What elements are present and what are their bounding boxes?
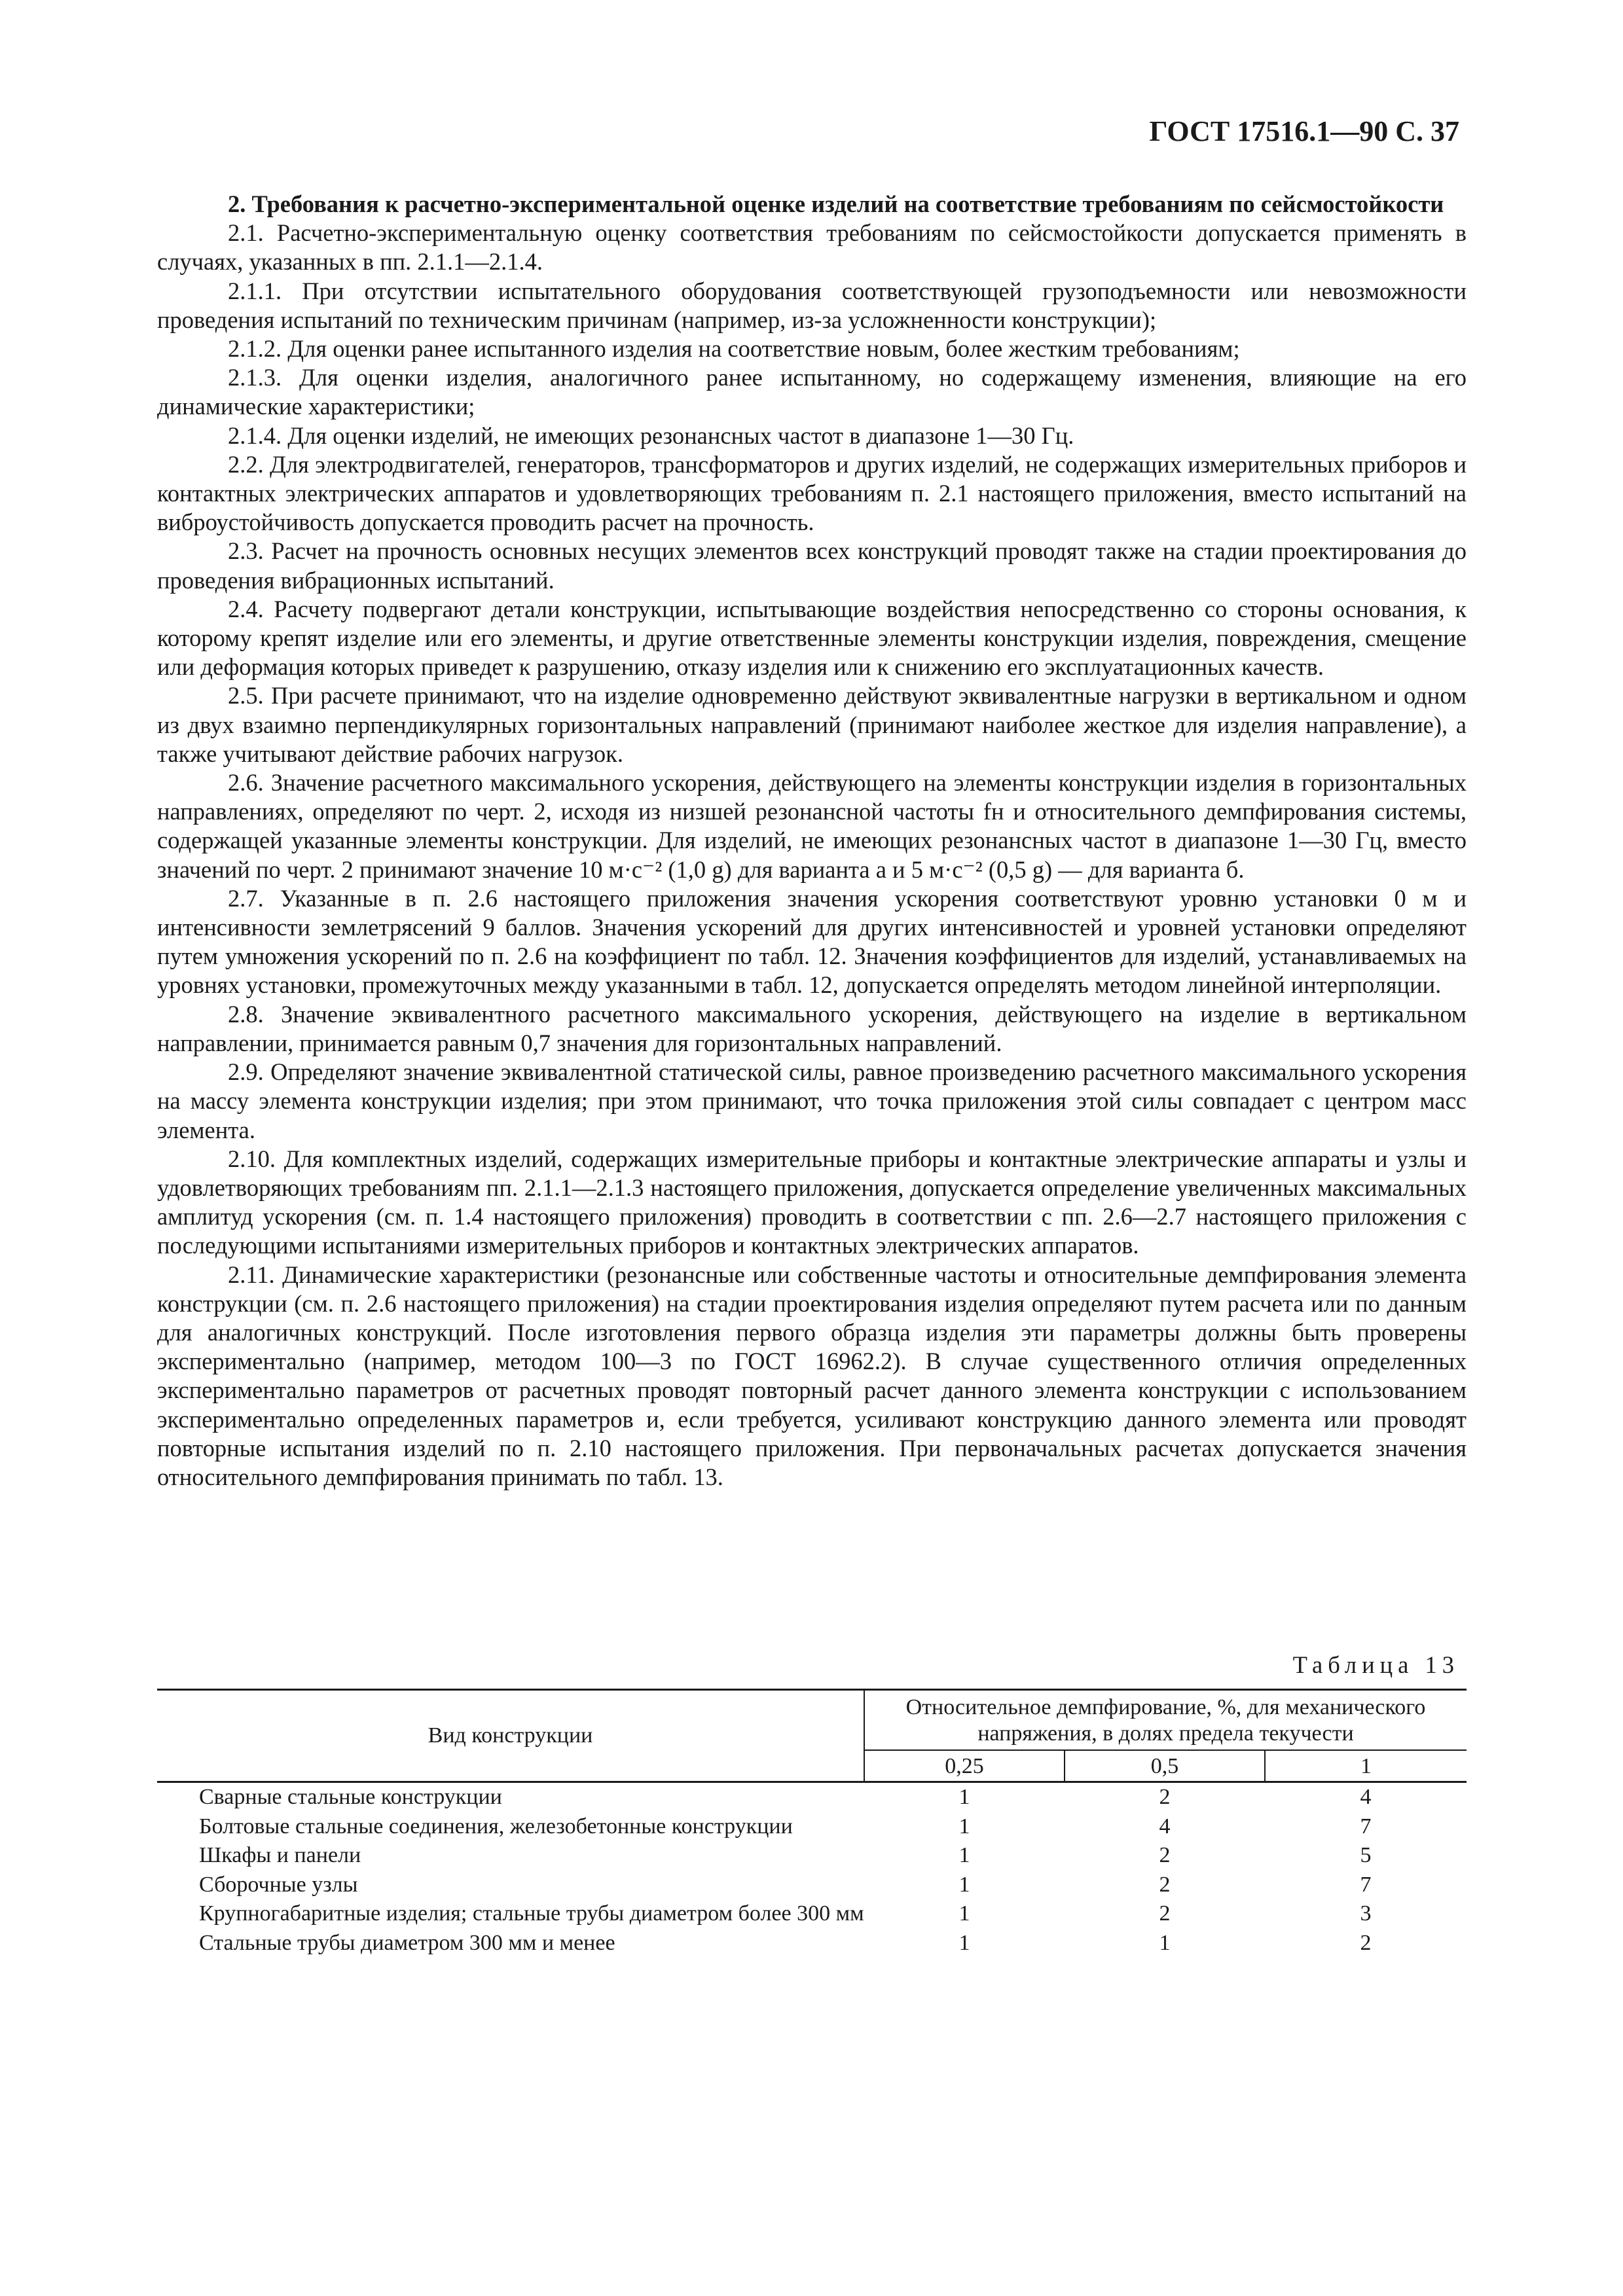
table-row (157, 1812, 1467, 1842)
cell-value: 3 (1360, 1901, 1372, 1926)
cell-value: 7 (1360, 1814, 1372, 1839)
cell-value: 1 (958, 1814, 970, 1839)
table-row (157, 1782, 1467, 1812)
cell-value: 1 (958, 1843, 970, 1867)
cell-value: 4 (1360, 1785, 1372, 1809)
paragraph-2-1: 2.1. Расчетно-экспериментальную оценку соответствия требованиям по сейсмостойкости допускается применять в случаях, указанных в пп. 2.1.1—2.1.4. (157, 219, 1467, 276)
paragraph-2-8: 2.8. Значение эквивалентного расчетного максимального ускорения, действующего на изделие в вертикальном направлении, принимается равным 0,7 значения для горизонтальных направлений. (157, 1000, 1467, 1056)
table-title: Таблица 13 (1292, 1651, 1459, 1678)
subheader-1: 1 (1265, 1750, 1467, 1782)
paragraph-2-4: 2.4. Расчету подвергают детали конструкции, испытывающие воздействия непосредственно со стороны основания, к которому крепят изделие или его элементы, и другие ответственные элементы конструкции изделия, повреждения, смещение или деформация которых приведет к разрушению, отказу изделия или к снижению его эксплуатационных качеств. (157, 595, 1467, 681)
row-name: Сварные стальные конструкции (199, 1785, 502, 1809)
row-name: Стальные трубы диаметром 300 мм и менее (199, 1930, 615, 1955)
table-row (157, 1841, 1467, 1871)
damping-table (157, 1689, 1467, 1958)
cell-value: 5 (1360, 1843, 1372, 1867)
table-row (157, 1929, 1467, 1958)
paragraph-2-5: 2.5. При расчете принимают, что на изделие одновременно действуют эквивалентные нагрузки в вертикальном и одном из двух взаимно перпендикулярных горизонтальных направлений (принимают наиболее жесткое для изделия направление), а также учитывают действие рабочих нагрузок. (157, 682, 1467, 767)
cell-value: 2 (1360, 1930, 1372, 1955)
cell-value: 1 (958, 1901, 970, 1926)
section-title: 2. Требования к расчетно-экспериментальной оценке изделий на соответствие требованиям по сейсмостойкости (228, 190, 1444, 217)
cell-value: 1 (958, 1785, 970, 1809)
cell-value: 2 (1159, 1901, 1171, 1926)
subheader-0-25: 0,25 (864, 1750, 1065, 1782)
cell-value: 7 (1360, 1872, 1372, 1897)
col-header-construction: Вид конструкции (157, 1690, 864, 1782)
cell-value: 1 (958, 1872, 970, 1897)
row-name: Крупногабаритные изделия; стальные трубы диаметром более 300 мм (199, 1901, 864, 1926)
document-body (157, 190, 1467, 1492)
row-name: Шкафы и панели (199, 1843, 361, 1867)
paragraph-2-11: 2.11. Динамические характеристики (резонансные или собственные частоты и относительные демпфирования элемента конструкции (см. п. 2.6 настоящего приложения) на стадии проектирования изделия определяют путем расчета или по данным для аналогичных конструкций. После изготовления первого образца изделия эти параметры должны быть проверены экспериментально (например, методом 100—3 по ГОСТ 16962.2). В случае существенного отличия определенных экспериментально параметров от расчетных проводят повторный расчет данного элемента конструкции с использованием экспериментально определенных параметров и, если требуется, усиливают конструкцию данного элемента или проводят повторные испытания изделий по п. 2.10 настоящего приложения. При первоначальных расчетах допускается значения относительного демпфирования принимать по табл. 13. (157, 1261, 1467, 1490)
paragraph-2-9: 2.9. Определяют значение эквивалентной статической силы, равное произведению расчетного максимального ускорения на массу элемента конструкции изделия; при этом принимают, что точка приложения этой силы совпадает с центром масс элемента. (157, 1058, 1467, 1143)
paragraph-2-3: 2.3. Расчет на прочность основных несущих элементов всех конструкций проводят также на стадии проектирования до проведения вибрационных испытаний. (157, 537, 1467, 594)
paragraph-2-1-1: 2.1.1. При отсутствии испытательного оборудования соответствующей грузоподъемности или невозможности проведения испытаний по техническим причинам (например, из-за усложненности конструкции); (157, 277, 1467, 333)
table-row (157, 1899, 1467, 1929)
cell-value: 2 (1159, 1872, 1171, 1897)
row-name: Болтовые стальные соединения, железобетонные конструкции (199, 1814, 793, 1839)
cell-value: 1 (958, 1930, 970, 1955)
paragraph-2-1-4: 2.1.4. Для оценки изделий, не имеющих резонансных частот в диапазоне 1—30 Гц. (228, 422, 1074, 449)
paragraph-2-2: 2.2. Для электродвигателей, генераторов, трансформаторов и других изделий, не содержащих измерительных приборов и контактных электрических аппаратов и удовлетворяющих требованиям п. 2.1 настоящего приложения, вместо испытаний на виброустойчивость допускается проводить расчет на прочность. (157, 450, 1467, 536)
paragraph-2-10: 2.10. Для комплектных изделий, содержащих измерительные приборы и контактные электрические аппараты и узлы и удовлетворяющих требованиям пп. 2.1.1—2.1.3 настоящего приложения, допускается определение увеличенных максимальных амплитуд ускорения (см. п. 1.4 настоящего приложения) проводить в соответствии с пп. 2.6—2.7 настоящего приложения с последующими испытаниями измерительных приборов и контактных электрических аппаратов. (157, 1145, 1467, 1259)
cell-value: 1 (1159, 1930, 1171, 1955)
page-header: ГОСТ 17516.1—90 С. 37 (1149, 115, 1459, 147)
paragraph-2-6: 2.6. Значение расчетного максимального ускорения, действующего на элементы конструкции изделия в горизонтальных направлениях, определяют по черт. 2, исходя из низшей резонансной частоты fн и относительного демпфирования системы, содержащей указанные элементы конструкции. Для изделий, не имеющих резонансных частот в диапазоне 1—30 Гц, вместо значений по черт. 2 принимают значение 10 м·с⁻² (1,0 g) для варианта а и 5 м·с⁻² (0,5 g) — для варианта б. (157, 769, 1467, 883)
subheader-0-5: 0,5 (1065, 1750, 1265, 1782)
paragraph-2-7: 2.7. Указанные в п. 2.6 настоящего приложения значения ускорения соответствуют уровню установки 0 м и интенсивности землетрясений 9 баллов. Значения ускорений для других интенсивностей и уровней установки определяют путем умножения ускорений по п. 2.6 на коэффициент по табл. 12. Значения коэффициентов для изделий, устанавливаемых на уровнях установки, промежуточных между указанными в табл. 12, допускается определять методом линейной интерполяции. (157, 884, 1467, 999)
table-row (157, 1871, 1467, 1900)
paragraph-2-1-3: 2.1.3. Для оценки изделия, аналогичного ранее испытанному, но содержащему изменения, влияющие на его динамические характеристики; (157, 364, 1467, 420)
cell-value: 2 (1159, 1785, 1171, 1809)
cell-value: 4 (1159, 1814, 1171, 1839)
row-name: Сборочные узлы (199, 1872, 358, 1897)
cell-value: 2 (1159, 1843, 1171, 1867)
paragraph-2-1-2: 2.1.2. Для оценки ранее испытанного изделия на соответствие новым, более жестким требованиям; (228, 335, 1240, 363)
col-header-damping-group: Относительное демпфирование, %, для механического напряжения, в долях предела текучести (864, 1690, 1467, 1751)
